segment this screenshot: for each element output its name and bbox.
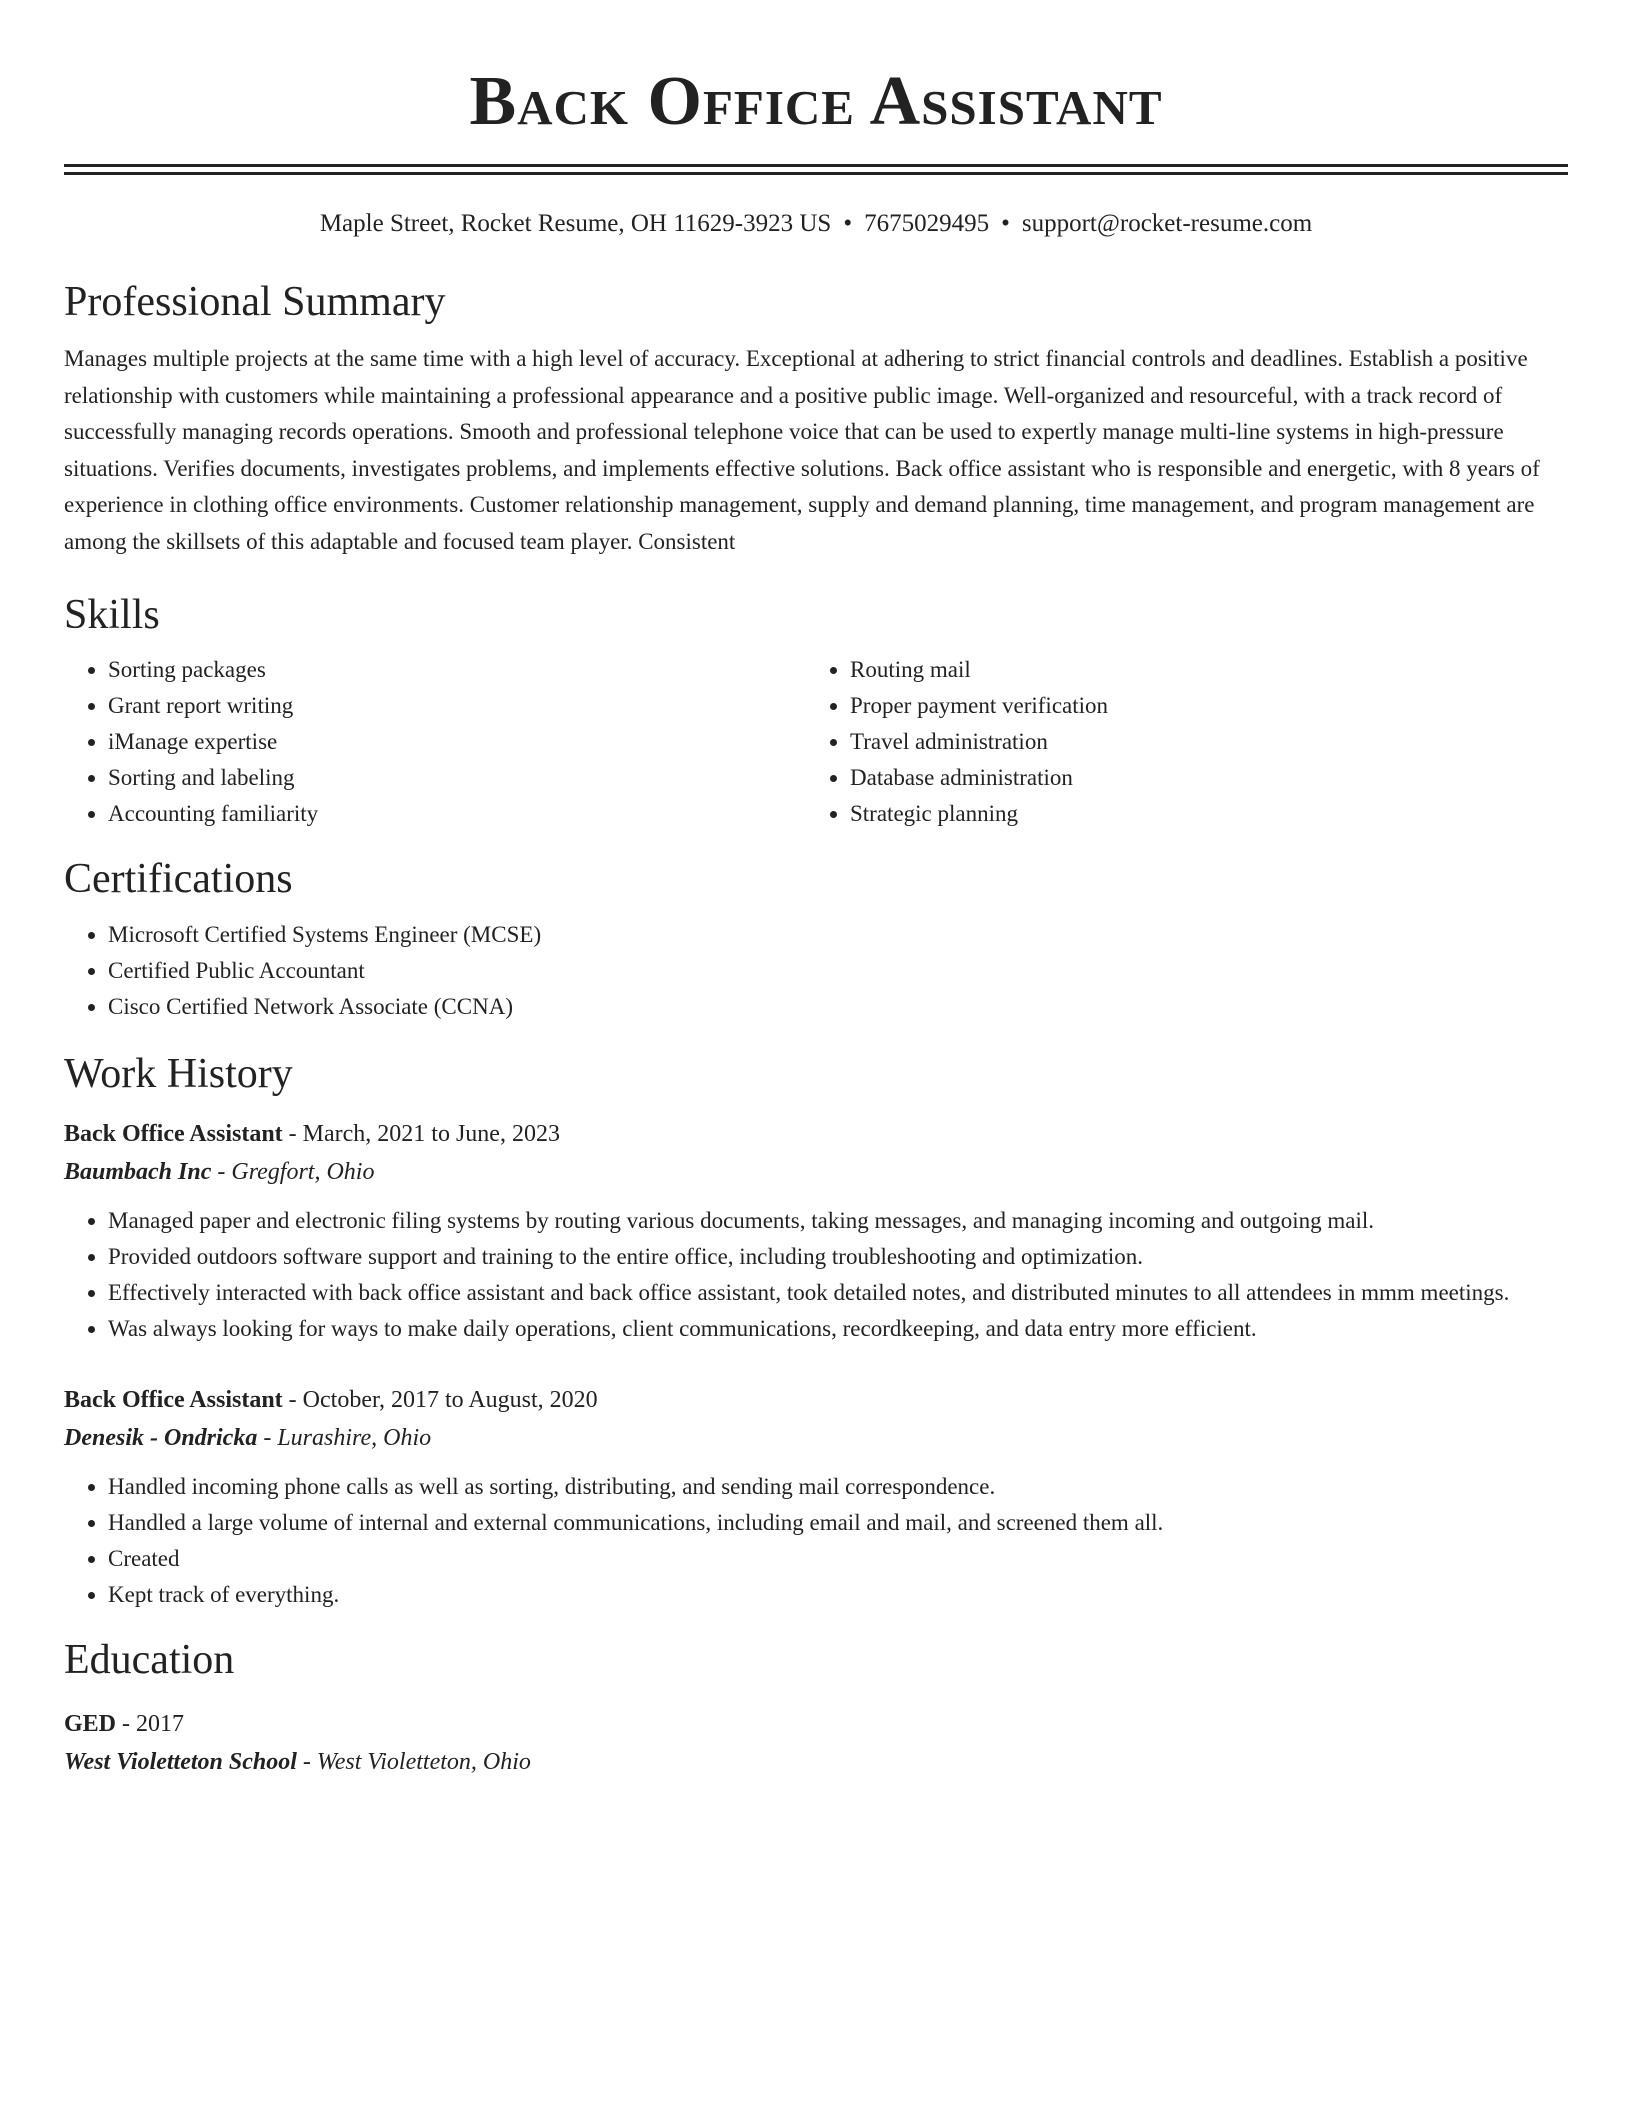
job-bullet: • Created [108,1541,1568,1577]
education-school: West Violetteton School [64,1749,297,1775]
skill-item: • iManage expertise [108,724,806,760]
job-company: Baumbach Inc [64,1159,212,1185]
job-dates: - October, 2017 to August, 2020 [282,1387,598,1413]
skill-item: • Travel administration [850,724,1548,760]
skill-item: • Sorting and labeling [108,760,806,796]
job-bullet: • Managed paper and electronic filing systems by routing various documents, taking messages, and managing incoming and outgoing mail. [108,1203,1568,1239]
job-title: Back Office Assistant [64,1121,283,1147]
contact-separator: • [843,210,853,237]
title-divider [64,164,1568,175]
job-company-line [64,1153,1568,1191]
work-history-heading: Work History [64,1051,293,1097]
job-bullet: • Was always looking for ways to make daily operations, client communications, recordkeeping, and data entry more efficient. [108,1311,1568,1347]
summary-section [64,277,1568,560]
skills-columns [64,652,1568,832]
job-company-line [64,1419,1568,1457]
skills-column-left [64,652,806,832]
skill-item: • Accounting familiarity [108,796,806,832]
job-bullets [64,1469,1568,1613]
skill-item: • Grant report writing [108,688,806,724]
contact-separator: • [1001,210,1010,237]
job-location: - Gregfort, Ohio [211,1159,375,1185]
certifications-section [64,854,1568,1025]
skill-item: • Strategic planning [850,796,1548,832]
contact-phone: 7675029495 [864,210,990,237]
certification-item: • Cisco Certified Network Associate (CCNA) [108,989,1568,1025]
job-bullet: • Kept track of everything. [108,1577,1568,1613]
skills-heading: Skills [64,592,160,638]
contact-email: support@rocket-resume.com [1021,210,1313,237]
job-entry [64,1115,1568,1347]
certifications-heading: Certifications [64,856,293,902]
resume-title: Back Office Assistant [469,63,1163,140]
job-title-line [64,1381,1568,1419]
job-title: Back Office Assistant [64,1387,283,1413]
skills-section [64,590,1568,832]
education-degree-line [64,1705,1568,1743]
education-degree: GED [64,1711,117,1737]
skill-item: • Routing mail [850,652,1548,688]
job-title-line [64,1115,1568,1153]
contact-line [64,209,1568,239]
education-location: - West Violetteton, Ohio [296,1749,531,1775]
job-bullet: • Handled incoming phone calls as well as sorting, distributing, and sending mail correspondence. [108,1469,1568,1505]
job-bullets [64,1203,1568,1347]
job-bullet: • Provided outdoors software support and training to the entire office, including troubleshooting and optimization. [108,1239,1568,1275]
education-heading: Education [64,1637,235,1683]
job-entry [64,1381,1568,1613]
certifications-list [64,917,1568,1025]
skill-item: • Database administration [850,760,1548,796]
certification-item: • Certified Public Accountant [108,953,1568,989]
skills-column-right [806,652,1548,832]
education-school-line [64,1743,1568,1781]
summary-heading: Professional Summary [64,279,446,325]
job-bullet: • Effectively interacted with back office assistant and back office assistant, took detailed notes, and distributed minutes to all attendees in mmm meetings. [108,1275,1568,1311]
job-location: - Lurashire, Ohio [257,1425,432,1451]
work-history-section [64,1049,1568,1613]
job-bullet: • Handled a large volume of internal and external communications, including email and mail, and screened them all. [108,1505,1568,1541]
certification-item: • Microsoft Certified Systems Engineer (MCSE) [108,917,1568,953]
resume-page [64,0,1568,1781]
summary-text: Manages multiple projects at the same time with a high level of accuracy. Exceptional at adhering to strict financial controls and deadlines. Establish a positive relationship with customers while maintaining a professional appearance and a positive public image. Well-organized and resourceful, with a track record of successfully managing records operations. Smooth and professional telephone voice that can be used to expertly manage multi-line systems in high-pressure situations. Verifies documents, investigates problems, and implements effective solutions. Back office assistant who is responsible and energetic, with 8 years of experience in clothing office environments. Customer relationship management, supply and demand planning, time management, and program management are among the skillsets of this adaptable and focused team player. Consistent [64,346,1540,554]
education-year: - 2017 [116,1711,185,1737]
contact-address: Maple Street, Rocket Resume, OH 11629-3923 US [319,210,832,237]
skill-item: • Sorting packages [108,652,806,688]
education-section [64,1635,1568,1781]
job-dates: - March, 2021 to June, 2023 [282,1121,560,1147]
skill-item: • Proper payment verification [850,688,1548,724]
job-company: Denesik - Ondricka [64,1425,258,1451]
